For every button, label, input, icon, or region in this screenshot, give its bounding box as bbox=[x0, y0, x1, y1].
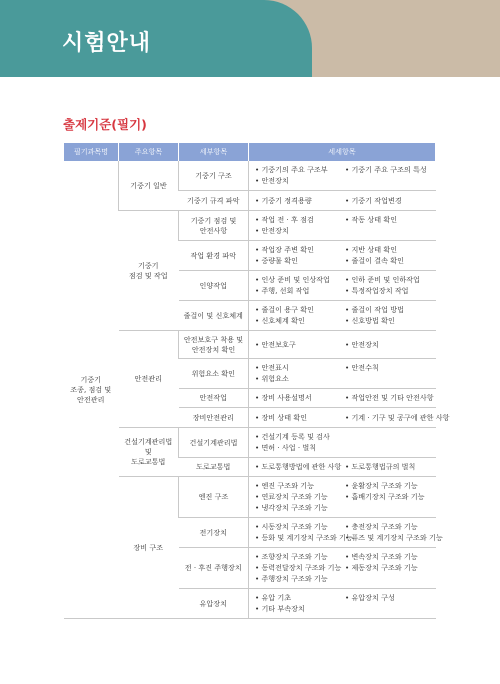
detail-item: • 도로통행방법에 관한 사항 bbox=[255, 462, 343, 472]
page-title: 시험안내 bbox=[62, 31, 152, 56]
table-row bbox=[64, 428, 436, 458]
detail-items-cell bbox=[249, 428, 436, 458]
detail-items-cell bbox=[249, 359, 436, 389]
detail-item: • 유압장치 구성 bbox=[345, 593, 432, 603]
detail-item: • 퓨즈 및 계기장치 구조와 기능 bbox=[345, 533, 443, 543]
detail-item: • 중량물 확인 bbox=[255, 256, 343, 266]
detail-item: • 위험요소 bbox=[255, 374, 343, 384]
detail-item: • 줄걸이 작업 방법 bbox=[345, 305, 432, 315]
detail-item: • 변속장치 구조와 기능 bbox=[345, 552, 432, 562]
detail-items-cell bbox=[249, 548, 436, 589]
detail-item: • 작동 상태 확인 bbox=[345, 215, 432, 225]
main-item-cell: 건설기계관리법 및 도로교통법 bbox=[119, 428, 179, 477]
table-row bbox=[64, 211, 436, 241]
detail-item: • 조향장치 구조와 기능 bbox=[255, 552, 343, 562]
sub-item-cell: 작업 환경 파악 bbox=[179, 241, 249, 271]
detail-item: • 엔진 구조와 기능 bbox=[255, 481, 343, 491]
detail-item: • 장비 사용설명서 bbox=[255, 393, 343, 403]
detail-item: • 작업 전 · 후 점검 bbox=[255, 215, 343, 225]
sub-item-cell: 건설기계관리법 bbox=[179, 428, 249, 458]
detail-item: • 기타 부속장치 bbox=[255, 604, 343, 614]
detail-item: • 기중기 작업변경 bbox=[345, 196, 432, 206]
detail-item: • 줄걸이 결속 확인 bbox=[345, 256, 432, 266]
detail-item: • 안전장치 bbox=[255, 226, 343, 236]
subject-cell: 기중기 조종, 점검 및 안전관리 bbox=[64, 161, 119, 619]
detail-item: • 주행, 선회 작업 bbox=[255, 286, 343, 296]
detail-item: • 유압 기초 bbox=[255, 593, 343, 603]
sub-item-cell: 도로교통법 bbox=[179, 458, 249, 477]
detail-items-cell bbox=[249, 211, 436, 241]
column-header: 필기과목명 bbox=[64, 143, 119, 161]
detail-item: • 안전표시 bbox=[255, 363, 343, 373]
sub-item-cell: 기중기 구조 bbox=[179, 161, 249, 191]
detail-item: • 기계 · 기구 및 공구에 관한 사항 bbox=[345, 413, 449, 423]
detail-items-cell bbox=[249, 191, 436, 211]
sub-item-cell: 안전작업 bbox=[179, 389, 249, 408]
detail-items-cell bbox=[249, 301, 436, 331]
detail-items-cell bbox=[249, 331, 436, 359]
detail-item: • 인하 준비 및 인하작업 bbox=[345, 275, 432, 285]
sub-item-cell: 전 · 후진 주행장치 bbox=[179, 548, 249, 589]
detail-item: • 특정작업장치 작업 bbox=[345, 286, 432, 296]
detail-item: • 작업안전 및 기타 안전사항 bbox=[345, 393, 434, 403]
detail-item: • 기중기의 주요 구조부 bbox=[255, 165, 343, 175]
sub-item-cell: 유압장치 bbox=[179, 589, 249, 619]
detail-item: • 시동장치 구조와 기능 bbox=[255, 522, 343, 532]
detail-item: • 면허 · 사업 · 벌칙 bbox=[255, 443, 432, 453]
detail-item: • 냉각장치 구조와 기능 bbox=[255, 503, 343, 513]
detail-item: • 인상 준비 및 인상작업 bbox=[255, 275, 343, 285]
detail-items-cell bbox=[249, 477, 436, 518]
detail-item: • 안전수칙 bbox=[345, 363, 432, 373]
main-item-cell: 장비 구조 bbox=[119, 477, 179, 619]
detail-item: • 주행장치 구조와 기능 bbox=[255, 574, 343, 584]
detail-item: • 윤활장치 구조와 기능 bbox=[345, 481, 432, 491]
detail-item: • 안전장치 bbox=[255, 176, 343, 186]
detail-item: • 신호방법 확인 bbox=[345, 316, 432, 326]
table-row bbox=[64, 161, 436, 191]
detail-item: • 제동장치 구조와 기능 bbox=[345, 563, 432, 573]
table-row bbox=[64, 477, 436, 518]
detail-item: • 충전장치 구조와 기능 bbox=[345, 522, 443, 532]
detail-item: • 동력전달장치 구조와 기능 bbox=[255, 563, 343, 573]
detail-items-cell bbox=[249, 589, 436, 619]
detail-item: • 등화 및 계기장치 구조와 기능 bbox=[255, 533, 343, 543]
sub-item-cell: 줄걸이 및 신호체계 bbox=[179, 301, 249, 331]
detail-item: • 안전보호구 bbox=[255, 340, 343, 350]
detail-item: • 기중기 주요 구조의 특성 bbox=[345, 165, 432, 175]
detail-items-cell bbox=[249, 161, 436, 191]
detail-item: • 작업장 주변 확인 bbox=[255, 245, 343, 255]
sub-item-cell: 엔진 구조 bbox=[179, 477, 249, 518]
sub-item-cell: 전기장치 bbox=[179, 518, 249, 548]
sub-item-cell: 기중기 점검 및 안전사항 bbox=[179, 211, 249, 241]
main-item-cell: 기중기 일반 bbox=[119, 161, 179, 211]
sub-item-cell: 기중기 규격 파악 bbox=[179, 191, 249, 211]
detail-item: • 줄걸이 용구 확인 bbox=[255, 305, 343, 315]
sub-item-cell: 인양작업 bbox=[179, 271, 249, 301]
detail-items-cell bbox=[249, 408, 450, 428]
table-row bbox=[64, 331, 436, 359]
column-header: 세부항목 bbox=[179, 143, 249, 161]
detail-item: • 기중기 정격용량 bbox=[255, 196, 343, 206]
detail-item: • 도로통행법규의 벌칙 bbox=[345, 462, 432, 472]
main-item-cell: 안전관리 bbox=[119, 331, 179, 428]
main-item-cell: 기중기 점검 및 작업 bbox=[119, 211, 179, 331]
detail-items-cell bbox=[249, 241, 436, 271]
detail-item: • 건설기계 등록 및 검사 bbox=[255, 432, 432, 442]
sub-item-cell: 장비안전관리 bbox=[179, 408, 249, 428]
detail-item: • 연료장치 구조와 기능 bbox=[255, 492, 343, 502]
exam-criteria-table bbox=[63, 143, 450, 619]
sub-item-cell: 안전보호구 착용 및 안전장치 확인 bbox=[179, 331, 249, 359]
detail-item: • 흡배기장치 구조와 기능 bbox=[345, 492, 432, 502]
section-title: 출제기준(필기) bbox=[63, 117, 147, 132]
detail-items-cell bbox=[249, 458, 436, 477]
detail-item: • 지반 상태 확인 bbox=[345, 245, 432, 255]
detail-items-cell bbox=[249, 518, 443, 548]
detail-item: • 안전장치 bbox=[345, 340, 432, 350]
detail-items-cell bbox=[249, 389, 436, 408]
header-tab bbox=[0, 0, 312, 77]
sub-item-cell: 위험요소 확인 bbox=[179, 359, 249, 389]
detail-item: • 신호체계 확인 bbox=[255, 316, 343, 326]
column-header: 주요항목 bbox=[119, 143, 179, 161]
column-header: 세세항목 bbox=[249, 143, 436, 161]
detail-item: • 장비 상태 확인 bbox=[255, 413, 343, 423]
table-header-row bbox=[64, 143, 436, 161]
detail-items-cell bbox=[249, 271, 436, 301]
